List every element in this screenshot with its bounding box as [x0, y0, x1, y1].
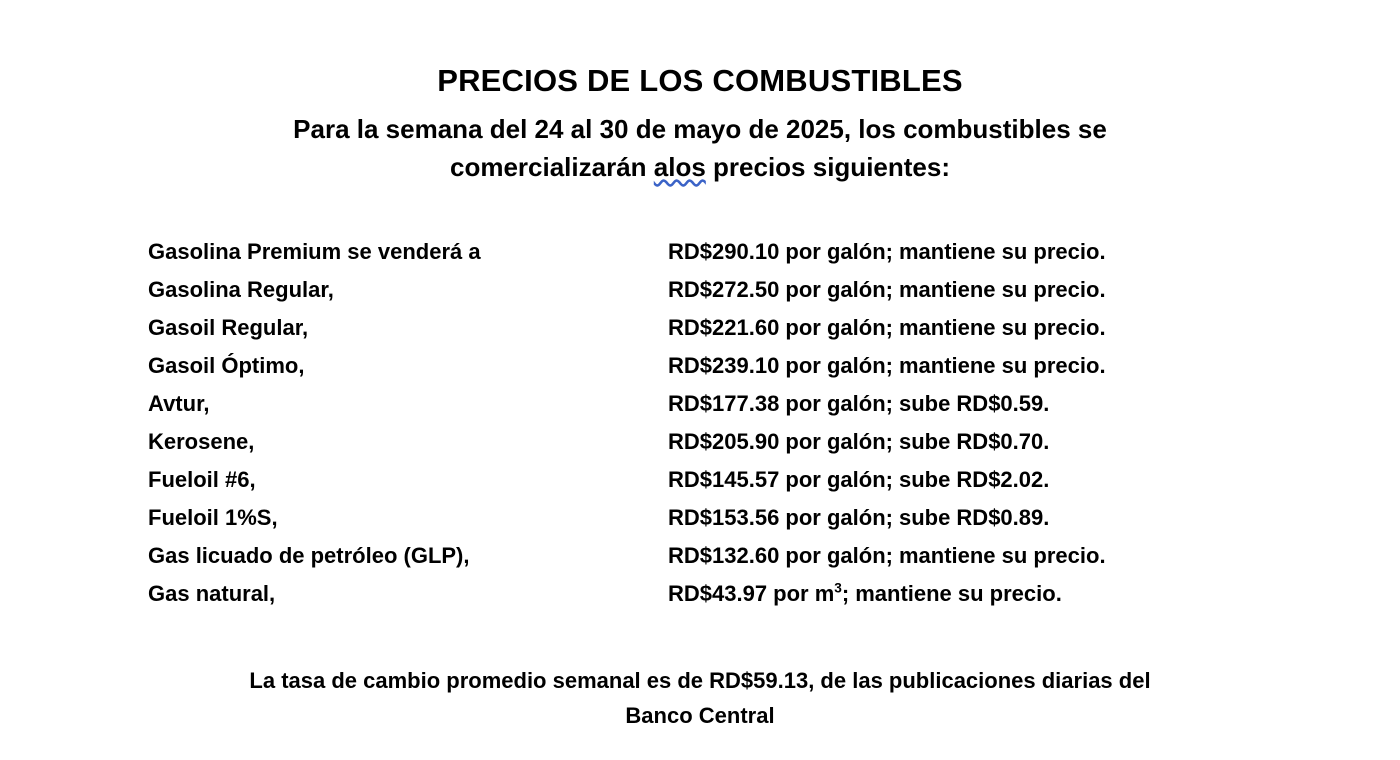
fuel-price-value: RD$153.56 por galón;: [668, 504, 893, 530]
fuel-price: [668, 429, 1049, 455]
fuel-price: [668, 315, 1106, 341]
subtitle-line-2-before: comercializarán: [450, 151, 654, 182]
fuel-label: Kerosene,: [148, 428, 255, 454]
page-subtitle: [200, 111, 1200, 186]
fuel-price-change: sube RD$0.70.: [898, 428, 1050, 454]
fuel-price-change: mantiene su precio.: [898, 238, 1106, 264]
fuel-label: Gas natural,: [148, 580, 276, 606]
fuel-price: [668, 353, 1106, 379]
table-row: [148, 505, 1268, 543]
fuel-price: [668, 391, 1049, 417]
fuel-label: Gasolina Premium se venderá a: [148, 238, 481, 264]
table-row: [148, 543, 1268, 581]
table-row: [148, 391, 1268, 429]
fuel-price-change: mantiene su precio.: [898, 542, 1106, 568]
fuel-price-value: RD$132.60 por galón;: [668, 542, 893, 568]
fuel-price-value: RD$145.57 por galón;: [668, 466, 893, 492]
fuel-price: [668, 467, 1049, 493]
fuel-price-value: RD$221.60 por galón;: [668, 314, 893, 340]
fuel-price-change: mantiene su precio.: [898, 314, 1106, 340]
fuel-price-value: RD$177.38 por galón;: [668, 390, 893, 416]
fuel-price-value-prefix: RD$43.97 por m: [668, 580, 835, 606]
fuel-label: Gasoil Regular,: [148, 314, 309, 340]
fuel-price: [668, 505, 1049, 531]
exchange-rate-note: [0, 663, 1400, 733]
fuel-price-value: RD$205.90 por galón;: [668, 428, 893, 454]
footer-line-1: La tasa de cambio promedio semanal es de RD$59.13, de las publicaciones diarias del: [249, 667, 1151, 693]
fuel-price-value: RD$239.10 por galón;: [668, 352, 893, 378]
fuel-label: Gas licuado de petróleo (GLP),: [148, 542, 470, 568]
fuel-price-table: [148, 239, 1268, 619]
fuel-label: Avtur,: [148, 390, 210, 416]
fuel-label: Fueloil 1%S,: [148, 504, 278, 530]
fuel-price: [668, 543, 1106, 569]
fuel-price-change: sube RD$2.02.: [898, 466, 1050, 492]
fuel-price: [668, 239, 1106, 265]
fuel-label: Fueloil #6,: [148, 466, 256, 492]
fuel-label: Gasoil Óptimo,: [148, 352, 305, 378]
table-row: [148, 277, 1268, 315]
fuel-price-value: RD$272.50 por galón;: [668, 276, 893, 302]
table-row: [148, 581, 1268, 619]
table-row: [148, 353, 1268, 391]
fuel-price: [668, 581, 1062, 607]
table-row: [148, 467, 1268, 505]
page-title: PRECIOS DE LOS COMBUSTIBLES: [437, 63, 963, 98]
fuel-price-change: sube RD$0.59.: [898, 390, 1050, 416]
table-row: [148, 429, 1268, 467]
fuel-label: Gasolina Regular,: [148, 276, 334, 302]
fuel-price-change: mantiene su precio.: [898, 352, 1106, 378]
table-row: [148, 239, 1268, 277]
fuel-price-change: mantiene su precio.: [898, 276, 1106, 302]
footer-line-2: Banco Central: [625, 702, 775, 728]
fuel-price-change: sube RD$0.89.: [898, 504, 1050, 530]
fuel-price-superscript: 3: [834, 580, 842, 596]
subtitle-line-2-after: precios siguientes:: [705, 151, 950, 182]
fuel-price-change: mantiene su precio.: [855, 580, 1062, 606]
subtitle-line-1: Para la semana del 24 al 30 de mayo de 2025, los combustibles se: [293, 114, 1107, 145]
fuel-price: [668, 277, 1106, 303]
spellcheck-marked-text: alos: [653, 151, 706, 182]
table-row: [148, 315, 1268, 353]
fuel-price-value: RD$290.10 por galón;: [668, 238, 893, 264]
fuel-price-value-suffix: ;: [841, 580, 850, 606]
